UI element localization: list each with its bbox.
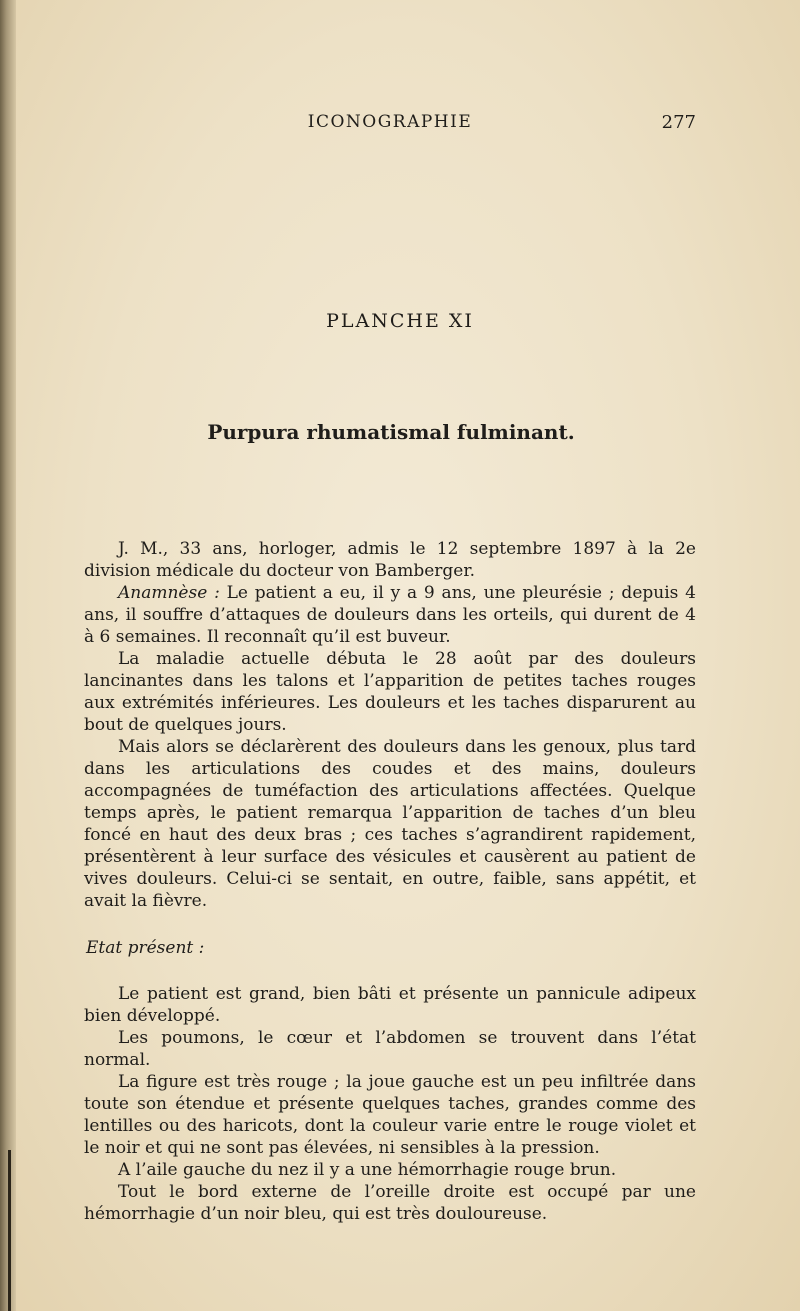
paragraph <box>84 1181 696 1225</box>
paragraph <box>84 983 696 1027</box>
page-header <box>80 112 700 142</box>
book-spine-shadow <box>0 0 16 1311</box>
paragraph-text: Tout le bord externe de l’oreille droite est occupé par une hémorrhagie d’un noir bleu, qui est très douloureuse. <box>84 1182 696 1224</box>
page-number: 277 <box>661 112 696 133</box>
paragraph-text: La figure est très rouge ; la joue gauche est un peu infiltrée dans toute son étendue et présente quelques taches, grandes comme des lentilles ou des haricots, dont la couleur varie entre le rouge violet et le noir et qui ne sont pas élevées, ni sensibles à la pression. <box>84 1072 696 1158</box>
paragraph-label: Anamnèse : <box>118 583 220 603</box>
paragraph-text: Le patient a eu, il y a 9 ans, une pleurésie ; depuis 4 ans, il souffre d’attaques de douleurs dans les orteils, qui durent de 4 à 6 semaines. Il reconnaît qu’il est buveur. <box>84 583 696 647</box>
paragraph <box>84 538 696 582</box>
present-state-section <box>84 983 696 1225</box>
paragraph-text: J. M., 33 ans, horloger, admis le 12 septembre 1897 à la 2e division médicale du docteur von Bamberger. <box>84 539 696 581</box>
paragraph <box>84 582 696 648</box>
running-head: ICONOGRAPHIE <box>307 112 473 132</box>
paragraph <box>84 1071 696 1159</box>
paragraph <box>84 1159 696 1181</box>
paragraph <box>84 736 696 912</box>
paragraph <box>84 648 696 736</box>
paragraph-text: Le patient est grand, bien bâti et présente un pannicule adipeux bien développé. <box>84 984 696 1026</box>
paragraph-text: Les poumons, le cœur et l’abdomen se trouvent dans l’état normal. <box>84 1028 696 1070</box>
paragraph-text: La maladie actuelle débuta le 28 août par des douleurs lancinantes dans les talons et l’apparition de petites taches rouges aux extrémités inférieures. Les douleurs et les taches disparurent au bout de quelques jours. <box>84 649 696 735</box>
case-history <box>84 538 696 912</box>
paragraph <box>84 1027 696 1071</box>
plate-label: PLANCHE XI <box>326 310 474 332</box>
binding-edge-line <box>8 1150 11 1311</box>
paragraph-text: Mais alors se déclarèrent des douleurs dans les genoux, plus tard dans les articulations des coudes et des mains, douleurs accompagnées de tuméfaction des articulations affectées. Quelque temps après, le patient remarqua l’apparition de taches d’un bleu foncé en haut des deux bras ; ces taches s’agrandirent rapidement, présentèrent à leur surface des vésicules et causèrent au patient de vives douleurs. Celui-ci se sentait, en outre, faible, sans appétit, et avait la fièvre. <box>84 737 696 911</box>
section-title: Etat présent : <box>86 938 205 958</box>
article-title: Purpura rhumatismal fulminant. <box>207 420 575 444</box>
paragraph-text: A l’aile gauche du nez il y a une hémorrhagie rouge brun. <box>118 1160 617 1180</box>
